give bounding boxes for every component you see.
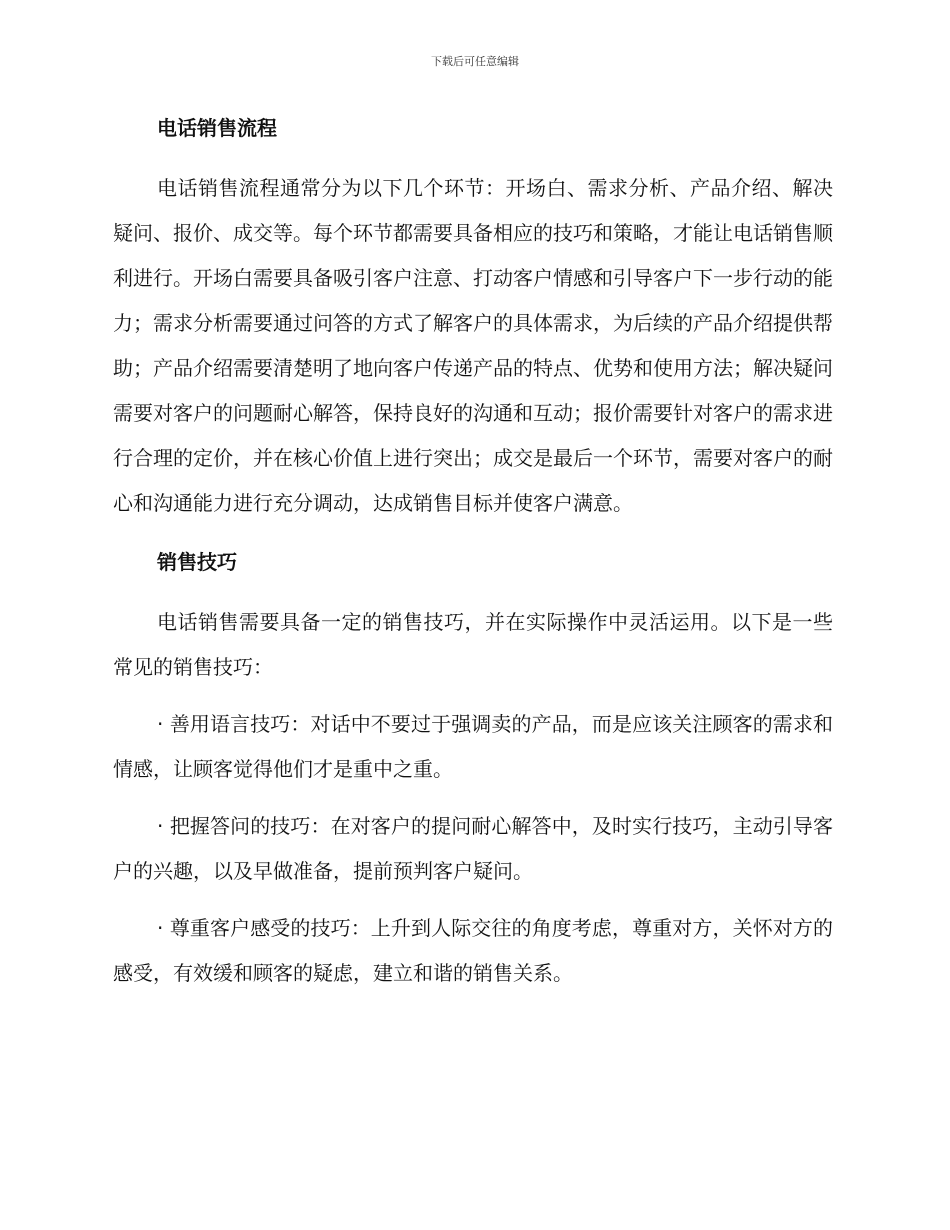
paragraph-sales-skills-intro: 电话销售需要具备一定的销售技巧，并在实际操作中灵活运用。以下是一些常见的销售技巧： xyxy=(113,610,833,679)
list-item-qa-skill: · 把握答问的技巧：在对客户的提问耐心解答中，及时实行技巧，主动引导客户的兴趣，以及早做准备，提前预判客户疑问。 xyxy=(113,814,833,883)
list-item-language-skill: · 善用语言技巧：对话中不要过于强调卖的产品，而是应该关注顾客的需求和情感，让顾客觉得他们才是重中之重。 xyxy=(113,712,833,781)
document-body xyxy=(113,110,833,996)
page-header: 下载后可任意编辑 xyxy=(431,55,519,68)
list-item-respect-skill: · 尊重客户感受的技巧：上升到人际交往的角度考虑，尊重对方，关怀对方的感受，有效缓和顾客的疑虑，建立和谐的销售关系。 xyxy=(113,916,833,985)
section-heading-sales-process: 电话销售流程 xyxy=(157,116,277,140)
section-heading-sales-skills: 销售技巧 xyxy=(157,550,237,574)
paragraph-sales-process: 电话销售流程通常分为以下几个环节：开场白、需求分析、产品介绍、解决疑问、报价、成交等。每个环节都需要具备相应的技巧和策略，才能让电话销售顺利进行。开场白需要具备吸引客户注意、打动客户情感和引导客户下一步行动的能力；需求分析需要通过问答的方式了解客户的具体需求，为后续的产品介绍提供帮助；产品介绍需要清楚明了地向客户传递产品的特点、优势和使用方法；解决疑问需要对客户的问题耐心解答，保持良好的沟通和互动；报价需要针对客户的需求进行合理的定价，并在核心价值上进行突出；成交是最后一个环节，需要对客户的耐心和沟通能力进行充分调动，达成销售目标并使客户满意。 xyxy=(113,176,833,515)
